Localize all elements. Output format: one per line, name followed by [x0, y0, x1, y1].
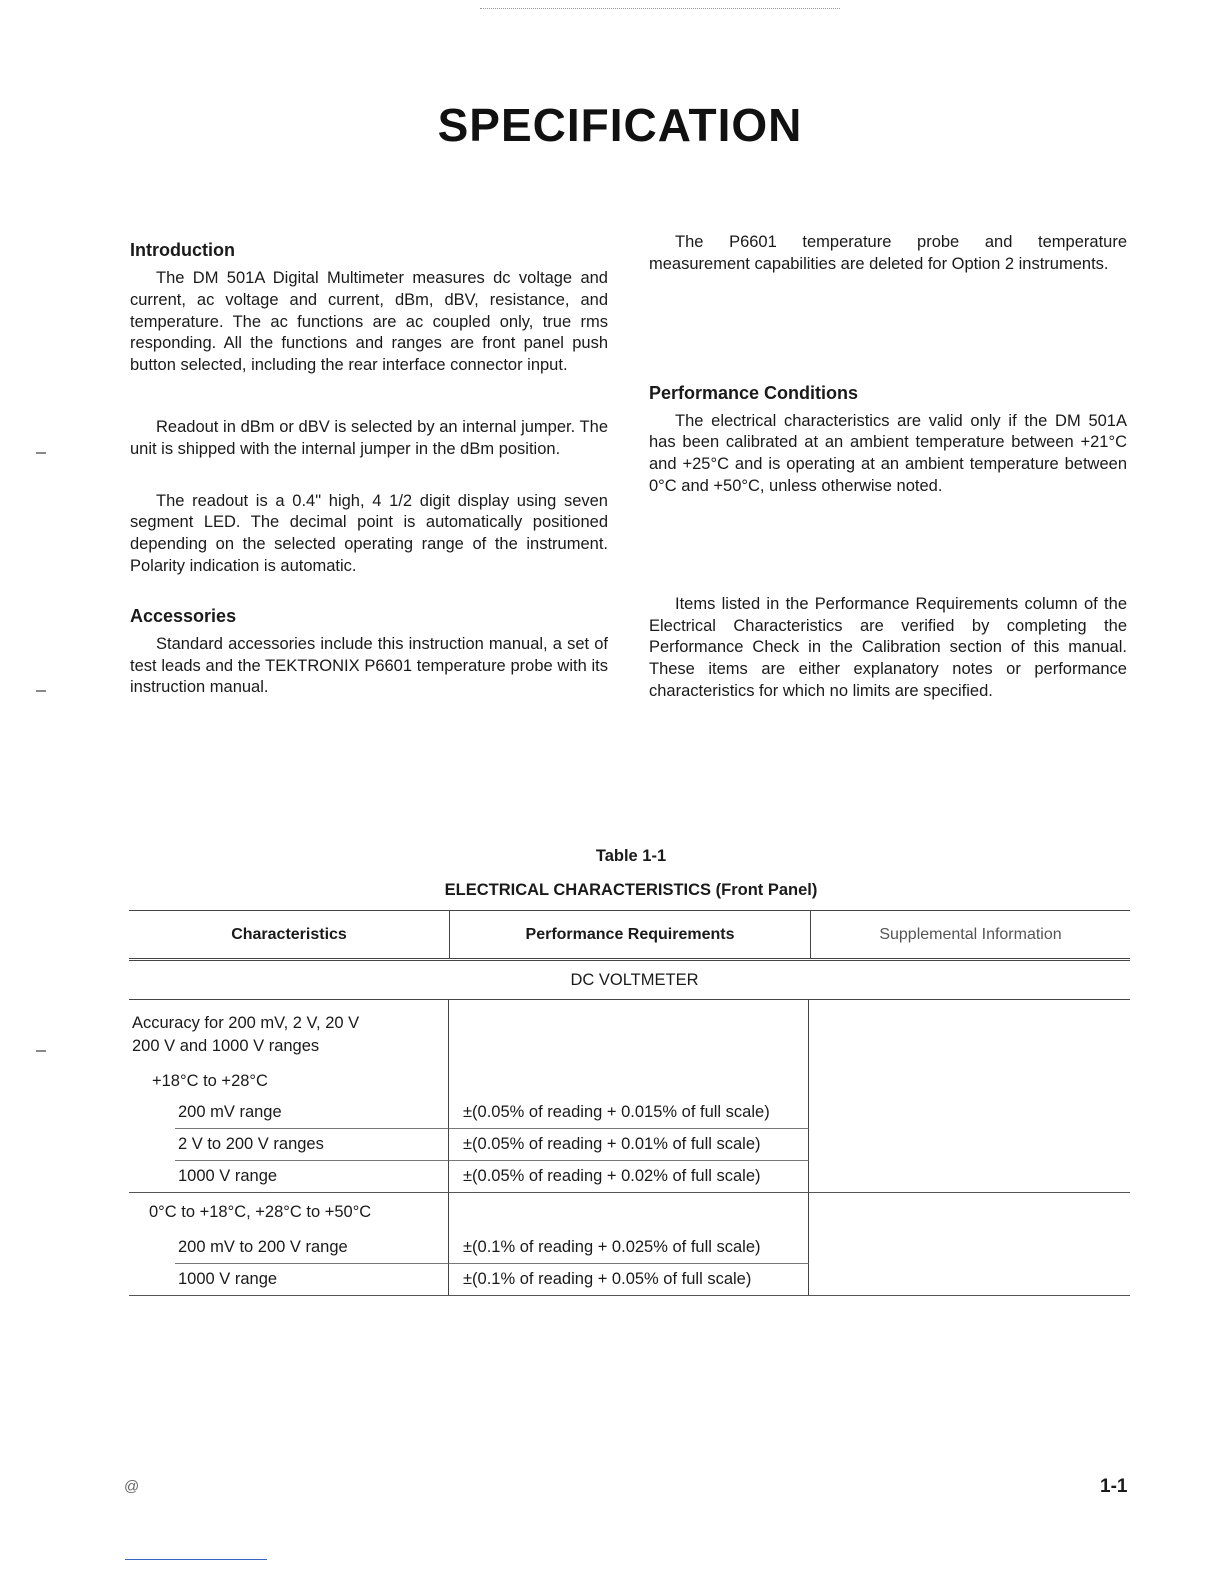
char-cell: 2 V to 200 V ranges	[175, 1129, 449, 1161]
supp-cell	[809, 1161, 1130, 1192]
supp-cell	[809, 1264, 1130, 1295]
perf-cell	[449, 1193, 809, 1228]
performance-conditions-heading: Performance Conditions	[649, 382, 859, 403]
perf-cell: ±(0.05% of reading + 0.02% of full scale)	[449, 1161, 809, 1192]
scan-artifact-mark	[36, 690, 46, 692]
char-cell: 200 mV range	[175, 1097, 449, 1129]
header-supplemental-information: Supplemental Information	[879, 925, 1062, 943]
scan-artifact-mark	[36, 1050, 46, 1052]
table-row	[129, 1129, 1130, 1161]
right-column	[649, 232, 1127, 703]
accessories-heading: Accessories	[130, 605, 237, 626]
scan-artifact-mark	[36, 452, 46, 454]
supp-cell	[809, 1193, 1130, 1228]
section-dc-voltmeter	[129, 961, 1130, 1000]
perf-cell: ±(0.05% of reading + 0.015% of full scale)	[449, 1097, 809, 1129]
footer-line	[125, 1559, 267, 1560]
table-header-row	[129, 910, 1130, 961]
table-title: ELECTRICAL CHARACTERISTICS (Front Panel)	[444, 881, 818, 899]
temp-range-1: +18°C to +28°C	[152, 1072, 268, 1090]
char-cell: 1000 V range	[129, 1161, 449, 1192]
introduction-heading: Introduction	[130, 240, 235, 260]
char-cell: 200 mV to 200 V range	[175, 1228, 449, 1264]
table-row	[129, 1161, 1130, 1193]
supp-cell	[809, 1097, 1130, 1129]
accessories-paragraph: Standard accessories include this instruction manual, a set of test leads and the TEKTRONIX P6601 temperature probe with its instruction manual.	[130, 634, 608, 697]
header-characteristics: Characteristics	[129, 911, 450, 958]
perf-cell	[449, 1000, 809, 1097]
table-row	[129, 1228, 1130, 1264]
table-caption: Table 1-1	[595, 847, 667, 865]
page-number: 1-1	[1100, 1476, 1128, 1497]
page-title: SPECIFICATION	[437, 99, 803, 151]
perf-cell: ±(0.1% of reading + 0.05% of full scale)	[449, 1264, 809, 1295]
table-row	[129, 1264, 1130, 1296]
char-cell	[129, 1000, 449, 1097]
supp-cell	[809, 1129, 1130, 1161]
perf-cell: ±(0.1% of reading + 0.025% of full scale)	[449, 1228, 809, 1264]
char-cell: 0°C to +18°C, +28°C to +50°C	[129, 1193, 449, 1228]
accuracy-line-2: 200 V and 1000 V ranges	[132, 1037, 320, 1055]
introduction-paragraph: The DM 501A Digital Multimeter measures dc voltage and current, ac voltage and current, dBm, dBV, resistance, and temperature. The ac functions are ac coupled only, true rms responding. All the functions and ranges are front panel push button selected, including the rear interface connector input.	[130, 269, 608, 375]
char-cell: 1000 V range	[129, 1264, 449, 1295]
left-column	[130, 238, 608, 699]
copyright-symbol: @	[124, 1478, 140, 1495]
performance-conditions-paragraph: The electrical characteristics are valid only if the DM 501A has been calibrated at an ambient temperature between +21°C and +25°C and is operating at an ambient temperature between 0°C and +50°C, unless otherwise noted.	[649, 411, 1127, 495]
readout-paragraph-2: The readout is a 0.4" high, 4 1/2 digit display using seven segment LED. The decimal point is automatically positioned depending on the selected operating range of the instrument. Polarity indication is automatic.	[130, 491, 608, 575]
supp-cell	[809, 1228, 1130, 1264]
table-row	[129, 1193, 1130, 1228]
perf-cell: ±(0.05% of reading + 0.01% of full scale)	[449, 1129, 809, 1161]
scan-artifact-top	[480, 8, 840, 10]
items-listed-paragraph: Items listed in the Performance Requirements column of the Electrical Characteristics are verified by completing the Performance Check in the Calibration section of this manual. These items are either explanatory notes or performance characteristics for which no limits are specified.	[649, 594, 1127, 700]
table-row	[129, 1000, 1130, 1097]
supp-cell	[809, 1000, 1130, 1097]
electrical-characteristics-table	[129, 910, 1130, 1296]
accuracy-line-1: Accuracy for 200 mV, 2 V, 20 V	[132, 1014, 360, 1032]
readout-paragraph-1: Readout in dBm or dBV is selected by an internal jumper. The unit is shipped with the internal jumper in the dBm position.	[130, 417, 608, 458]
header-performance-requirements: Performance Requirements	[450, 911, 811, 958]
section-label: DC VOLTMETER	[570, 971, 699, 989]
table-row	[129, 1097, 1130, 1129]
probe-paragraph: The P6601 temperature probe and temperature measurement capabilities are deleted for Option 2 instruments.	[649, 233, 1127, 273]
